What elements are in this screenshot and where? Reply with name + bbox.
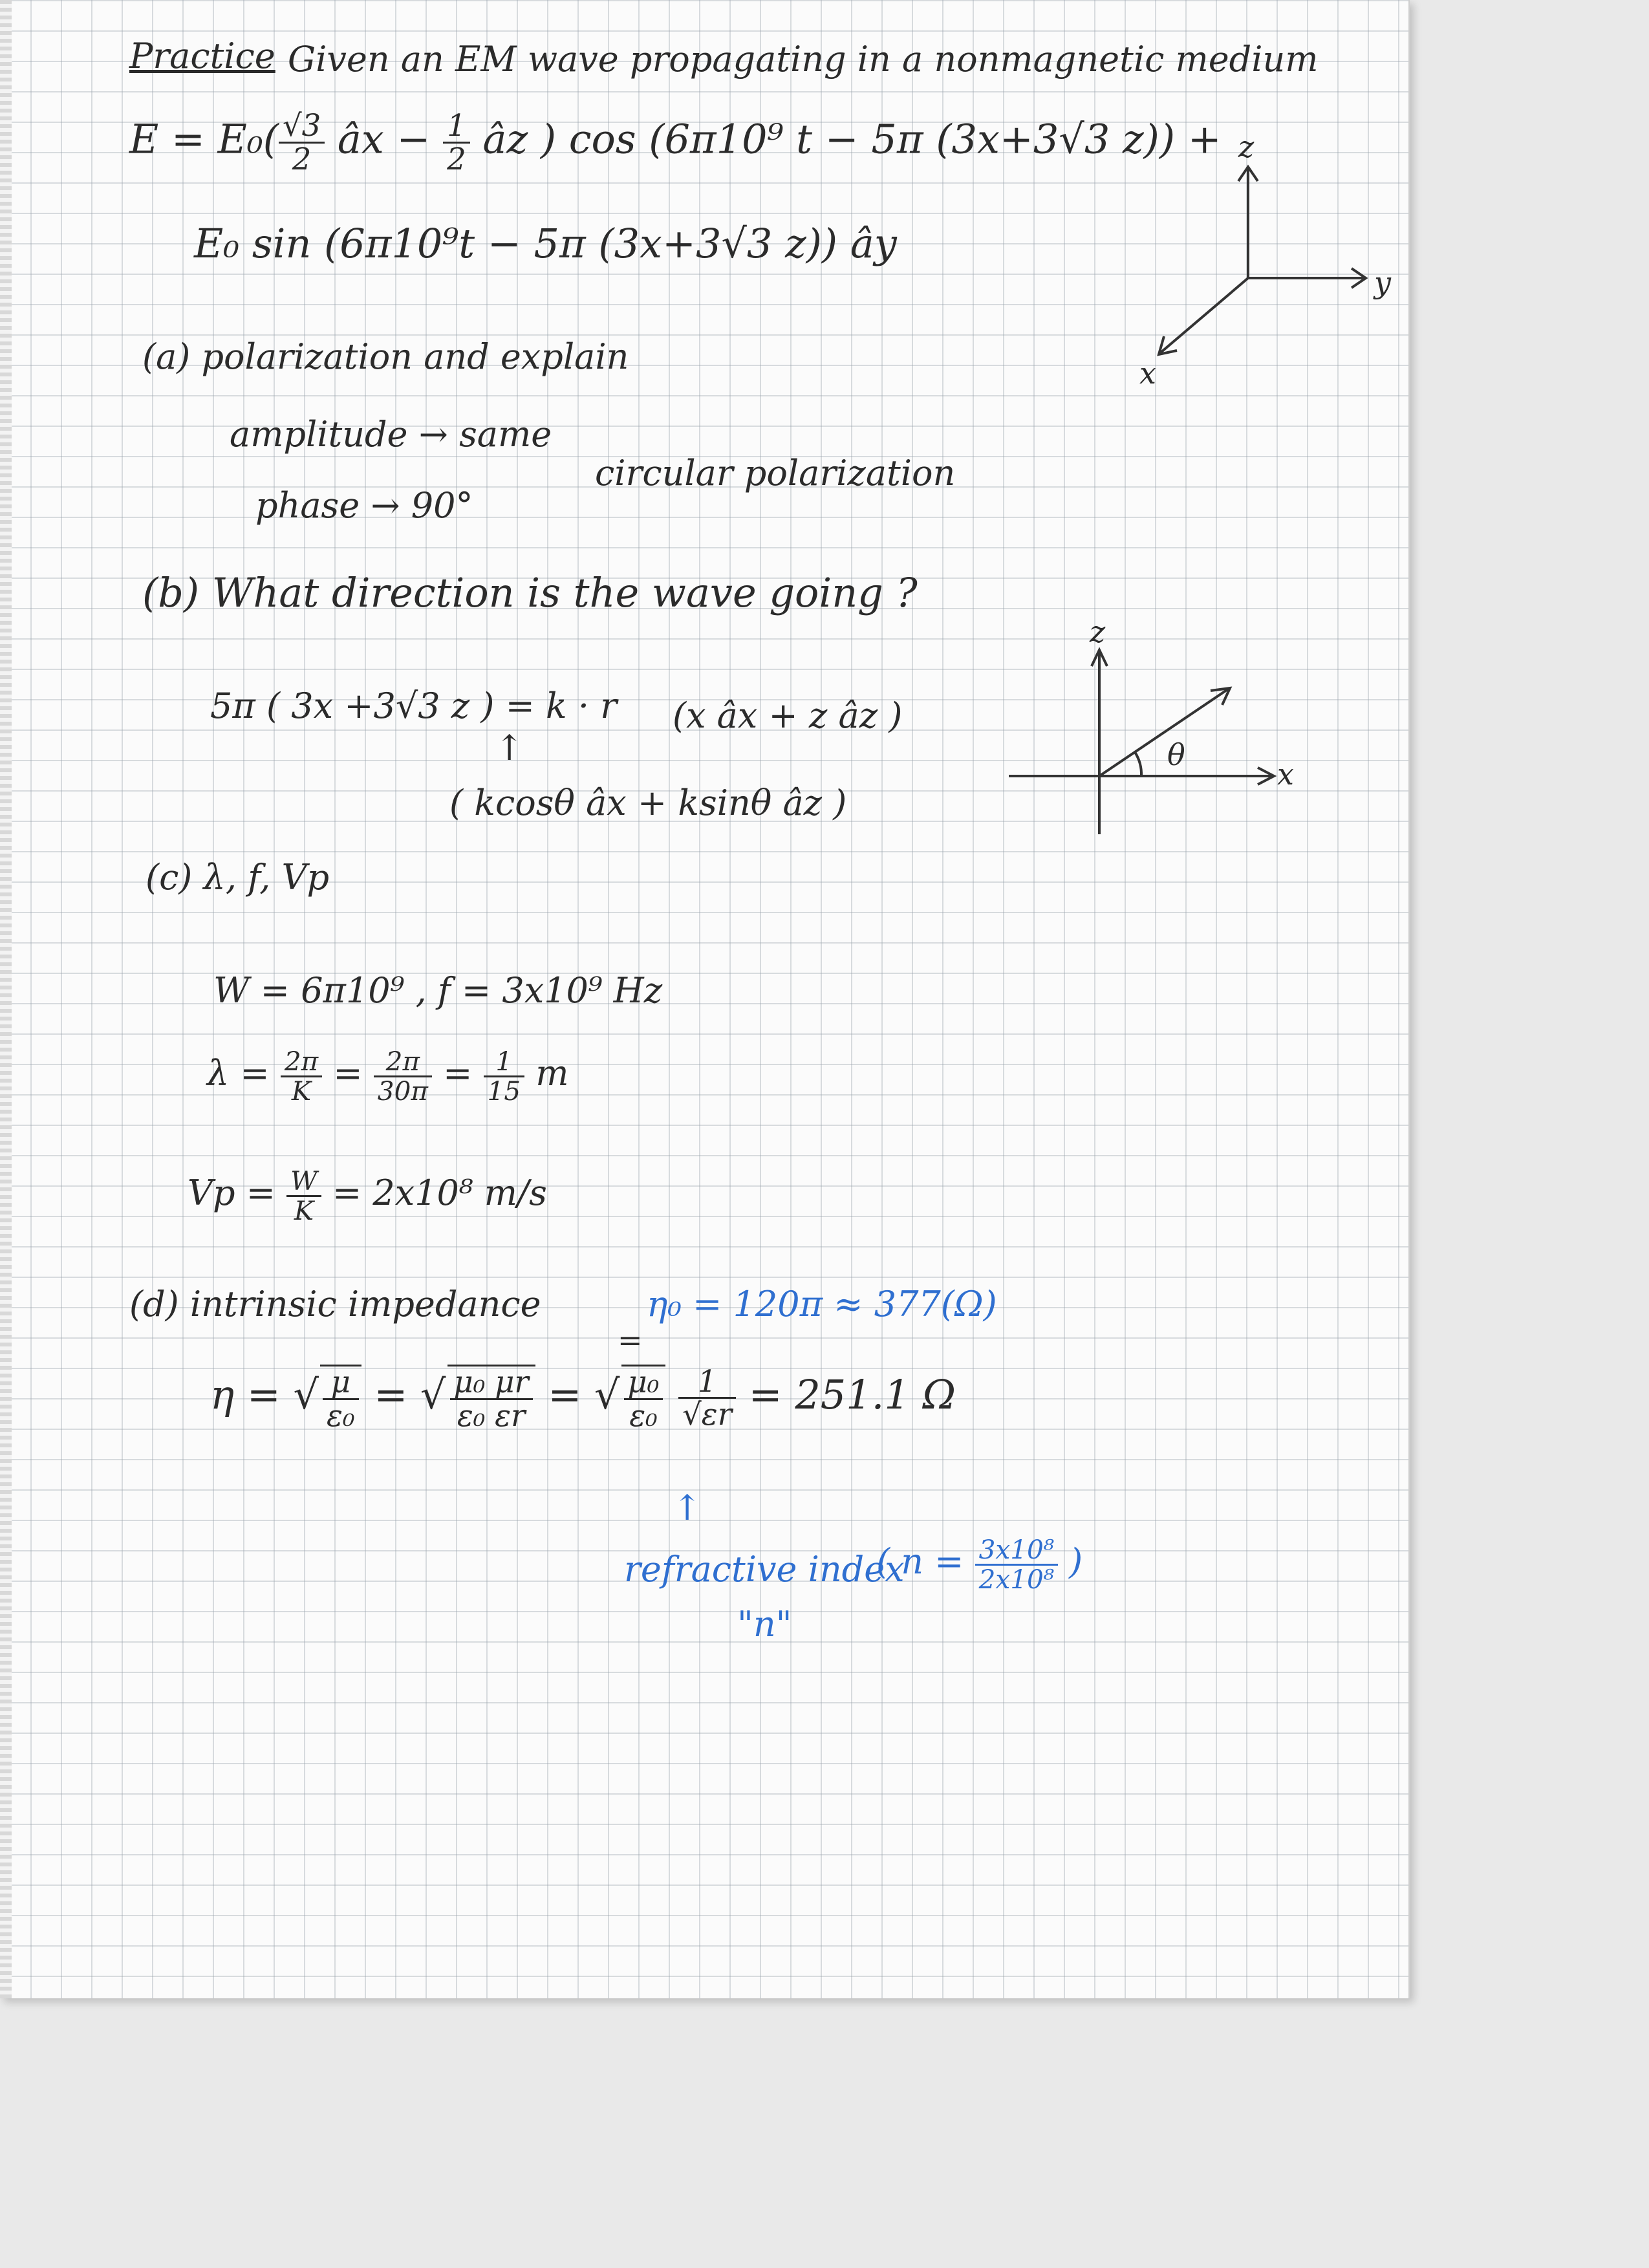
part-b-arrow: ↑ <box>495 728 524 768</box>
spiral-edge <box>0 0 12 1998</box>
part-b-equation: 5π ( 3x +3√3 z ) = k · r <box>210 686 618 726</box>
theta-label: θ <box>1167 737 1185 772</box>
r-vector: (x âx + z âz ) <box>673 695 903 736</box>
top-z-label: z <box>1238 129 1255 164</box>
eta0-note: η₀ = 120π ≈ 377(Ω) <box>647 1284 997 1324</box>
top-x-label: x <box>1139 356 1156 391</box>
refractive-arrow: ↑ <box>673 1487 702 1528</box>
vp-line: Vp = $\frac{W}{K}$ = 2x10⁸ m/s <box>188 1165 547 1226</box>
omega-line: W = 6π10⁹ , f = 3x10⁹ Hz <box>213 970 663 1011</box>
n-quote: "n" <box>737 1604 792 1645</box>
part-a-answer: circular polarization <box>595 453 956 493</box>
k-vector: ( kcosθ âx + ksinθ âz ) <box>449 783 847 823</box>
part-a-question: (a) polarization and explain <box>142 336 629 377</box>
practice-label: Practice <box>129 36 275 76</box>
equation-line-1: E = E₀( $\frac{√3}{2}$ âx − $\frac{1}{2}$ âz ) cos (6π10⁹ t − 5π (3x+3√3 z)) + <box>129 108 1222 177</box>
equation-line-2: E₀ sin (6π10⁹t − 5π (3x+3√3 z)) ây <box>194 220 897 267</box>
part-b-question: (b) What direction is the wave going ? <box>142 569 918 616</box>
part-d-question: (d) intrinsic impedance <box>129 1284 541 1324</box>
phase-line: phase → 90° <box>255 485 473 526</box>
lambda-line: λ = $\frac{2\pi}{K}$ = $\frac{2\pi}{30\pi}$ = $\frac{1}{15}$ m <box>207 1046 569 1107</box>
n-ratio: ( n = $\frac{\text{3x10⁸}}{\text{2x10⁸}}$ ) <box>876 1534 1083 1595</box>
diagram-x-label: x <box>1277 757 1294 792</box>
xyz-axes-diagram <box>1125 142 1397 401</box>
top-y-label: y <box>1374 265 1391 300</box>
amplitude-line: amplitude → same <box>230 414 552 455</box>
problem-text: Given an EM wave propagating in a nonmagnetic medium <box>288 39 1319 80</box>
eta-equation: η = √ $\frac{\mu}{\text{ε₀}}$ = √ $\frac{\text{μ₀ μr}}{\text{ε₀ εr}}$ = √ $\frac{\text{μ₀}}{\text{ε₀}}$ $\frac{1}{√\varepsilon r}$ = 251.1 Ω <box>210 1363 956 1433</box>
diagram-z-label: z <box>1090 614 1106 649</box>
eta0-equal-mark: = <box>618 1323 643 1357</box>
refractive-label: refractive index <box>624 1549 905 1590</box>
part-c-question: (c) λ, f, Vp <box>146 857 330 898</box>
kx-axes-diagram <box>1002 634 1313 847</box>
